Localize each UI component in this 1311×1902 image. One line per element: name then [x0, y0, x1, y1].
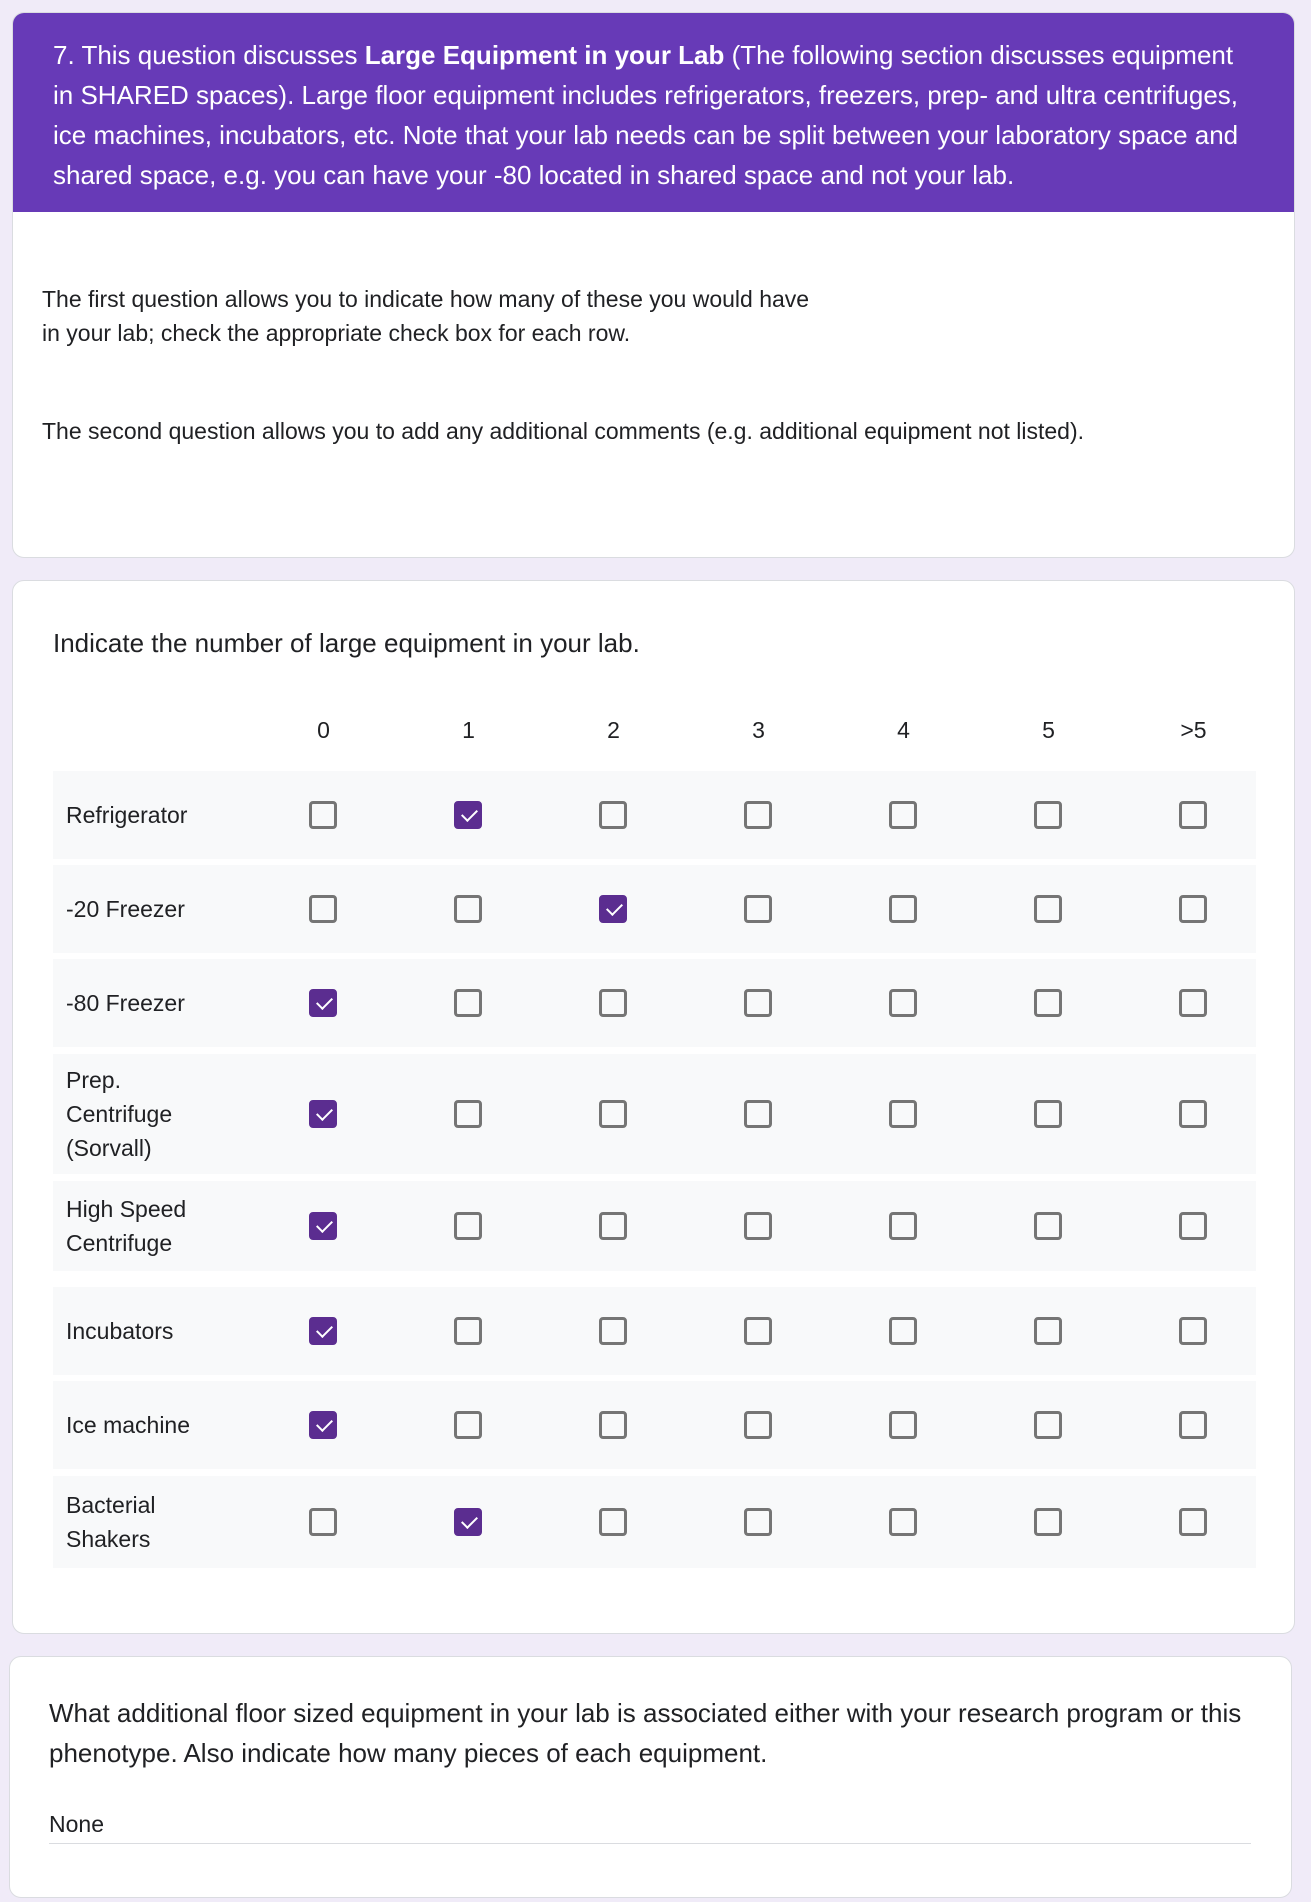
grid-checkbox[interactable] [889, 895, 917, 923]
grid-row-label: Bacterial Shakers [66, 1492, 156, 1552]
grid-checkbox[interactable] [454, 1317, 482, 1345]
grid-checkbox[interactable] [744, 1411, 772, 1439]
text-answer-input[interactable]: None [49, 1805, 1251, 1844]
grid-checkbox[interactable] [1179, 1100, 1207, 1128]
column-header: 2 [607, 717, 620, 743]
grid-row-label: High Speed Centrifuge [66, 1196, 187, 1256]
grid-row [53, 959, 1256, 1047]
grid-checkbox[interactable] [599, 1212, 627, 1240]
grid-checkbox[interactable] [599, 1317, 627, 1345]
grid-checkbox[interactable] [1034, 1317, 1062, 1345]
grid-checkbox[interactable] [309, 895, 337, 923]
grid-checkbox[interactable] [599, 1508, 627, 1536]
section-description-line-2: in your lab; check the appropriate check box for each row. [42, 320, 631, 346]
grid-row [53, 1476, 1256, 1568]
grid-checkbox[interactable] [744, 1212, 772, 1240]
grid-checkbox[interactable] [1034, 1100, 1062, 1128]
grid-checkbox[interactable] [1034, 1212, 1062, 1240]
grid-checkbox[interactable] [454, 1212, 482, 1240]
grid-checkbox[interactable] [309, 1508, 337, 1536]
grid-checkbox[interactable] [744, 989, 772, 1017]
grid-row [53, 1287, 1256, 1375]
grid-row-label: Ice machine [66, 1412, 191, 1438]
grid-checkbox[interactable] [599, 1411, 627, 1439]
column-header: 5 [1042, 717, 1055, 743]
grid-checkbox[interactable] [1179, 1411, 1207, 1439]
grid-checkbox[interactable] [1034, 1508, 1062, 1536]
grid-row-label: Incubators [66, 1318, 174, 1344]
text-question-card [9, 1656, 1292, 1898]
grid-checkbox[interactable] [889, 1411, 917, 1439]
text-question-title: What additional floor sized equipment in your lab is associated either with your research program or this phenotype. Also indicate how many pieces of each equipment. [49, 1698, 1242, 1768]
grid-checkbox[interactable] [309, 1100, 337, 1128]
grid-checkbox[interactable] [1034, 989, 1062, 1017]
section-title-suffix: (The following section discusses equipment in SHARED spaces). Large floor equipment includes refrigerators, freezers, prep- and ultra centrifuges, ice machines, incubators, etc. Note that your lab needs can be split between your laboratory space and shared space, e.g. you can have your -80 located in shared space and not your lab. [53, 40, 1239, 190]
grid-checkbox[interactable] [599, 989, 627, 1017]
grid-checkbox[interactable] [309, 1317, 337, 1345]
grid-checkbox[interactable] [454, 895, 482, 923]
grid-checkbox[interactable] [889, 1508, 917, 1536]
grid-checkbox[interactable] [1179, 1317, 1207, 1345]
grid-checkbox[interactable] [1179, 1508, 1207, 1536]
grid-checkbox[interactable] [454, 801, 482, 829]
grid-row-label: Prep. Centrifuge (Sorvall) [66, 1067, 173, 1161]
grid-question-title: Indicate the number of large equipment in your lab. [53, 628, 640, 658]
column-header: 4 [897, 717, 910, 743]
grid-checkbox[interactable] [1034, 801, 1062, 829]
grid-checkbox[interactable] [454, 989, 482, 1017]
grid-checkbox[interactable] [744, 1317, 772, 1345]
section-description [13, 212, 1294, 448]
grid-row [53, 1054, 1256, 1174]
grid-checkbox[interactable] [744, 895, 772, 923]
grid-checkbox[interactable] [1179, 1212, 1207, 1240]
grid-checkbox[interactable] [454, 1411, 482, 1439]
grid-checkbox[interactable] [744, 801, 772, 829]
grid-checkbox[interactable] [599, 801, 627, 829]
grid-checkbox[interactable] [1034, 895, 1062, 923]
grid-checkbox[interactable] [454, 1508, 482, 1536]
grid-row-label: -80 Freezer [66, 990, 185, 1016]
section-title-bold: Large Equipment in your Lab [364, 40, 725, 70]
grid-checkbox[interactable] [889, 989, 917, 1017]
column-header: 0 [317, 717, 330, 743]
grid-row [53, 865, 1256, 953]
grid-checkbox[interactable] [889, 1317, 917, 1345]
grid-checkbox[interactable] [309, 989, 337, 1017]
grid-row [53, 771, 1256, 859]
grid-checkbox[interactable] [309, 1411, 337, 1439]
section-description-line-1: The first question allows you to indicate how many of these you would have [42, 286, 810, 312]
grid-checkbox[interactable] [1179, 801, 1207, 829]
grid-checkbox[interactable] [889, 1100, 917, 1128]
section-header-card [12, 12, 1295, 558]
grid-row [53, 1381, 1256, 1469]
grid-row-label: -20 Freezer [66, 896, 185, 922]
grid-checkbox[interactable] [454, 1100, 482, 1128]
grid-checkbox[interactable] [309, 1212, 337, 1240]
grid-checkbox[interactable] [1179, 895, 1207, 923]
section-title-banner [13, 13, 1294, 212]
grid-checkbox[interactable] [744, 1508, 772, 1536]
grid-checkbox[interactable] [1034, 1411, 1062, 1439]
column-header: >5 [1180, 717, 1207, 743]
grid-checkbox[interactable] [744, 1100, 772, 1128]
section-description-paragraph-2: The second question allows you to add any additional comments (e.g. additional equipment not listed). [42, 418, 1085, 444]
grid-checkbox[interactable] [599, 1100, 627, 1128]
column-header: 1 [462, 717, 475, 743]
column-header: 3 [752, 717, 765, 743]
grid-checkbox[interactable] [889, 801, 917, 829]
grid-checkbox[interactable] [309, 801, 337, 829]
section-title-prefix: 7. This question discusses [53, 40, 365, 70]
grid-question-card [12, 580, 1295, 1634]
grid-checkbox[interactable] [889, 1212, 917, 1240]
grid-checkbox[interactable] [599, 895, 627, 923]
grid-row-label: Refrigerator [66, 802, 188, 828]
grid-row [53, 1181, 1256, 1271]
grid-checkbox[interactable] [1179, 989, 1207, 1017]
